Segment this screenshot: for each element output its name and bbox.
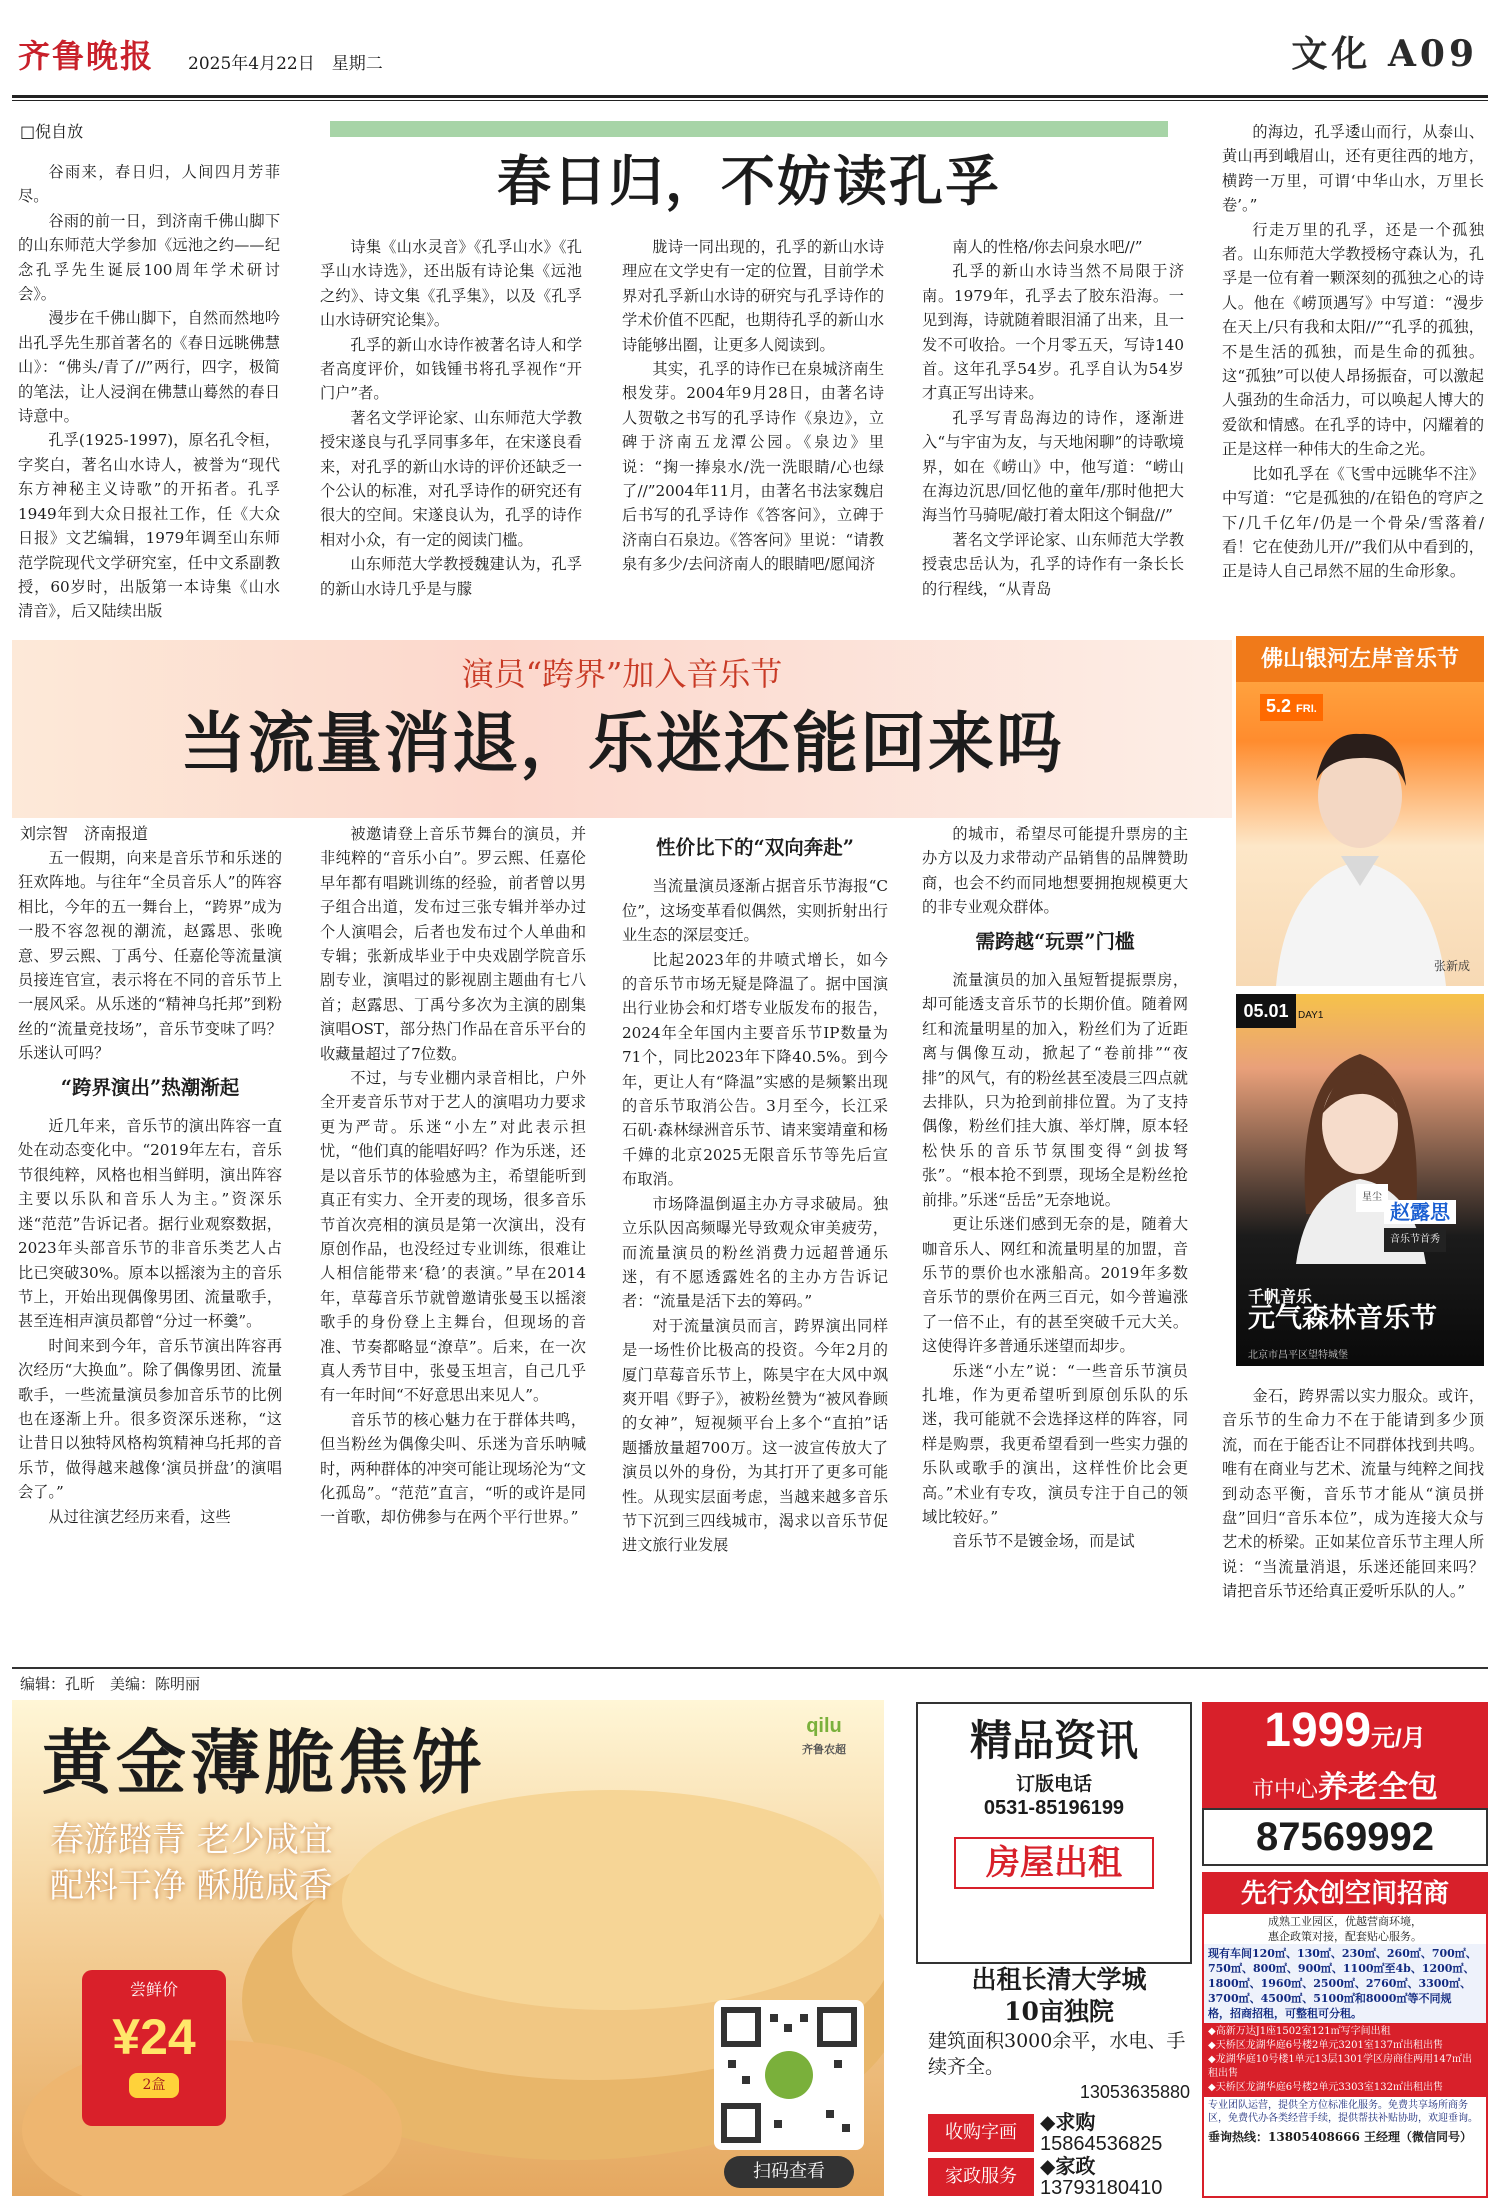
office-spec-row: 1800㎡、1960㎡、2500㎡、2760㎡、3300㎡、 xyxy=(1208,1977,1472,1990)
article2-subtitle: 演员“跨界”加入音乐节 xyxy=(461,655,783,693)
article2-paragraph: 音乐节不是镀金场，而是试 xyxy=(952,1532,1135,1551)
classified-box xyxy=(916,1702,1192,1964)
article1-paragraph: 孔孚的新山水诗作被著名诗人和学者高度评价，如钱锺书将孔孚视作“开门户”者。 xyxy=(320,335,582,403)
article2-paragraph: 音乐节的核心魅力在于群体共鸣，但当粉丝为偶像尖叫、乐迷为音乐呐喊时，两种群体的冲突可能让现场沦为“文化孤岛”。“范范”直言，“听的或许是同一首歌，却仿佛参与在两个平行世界。” xyxy=(320,1410,586,1527)
poster1-title: 佛山银河左岸音乐节 xyxy=(1236,636,1484,682)
article2-paragraph: 从过往演艺经历来看，这些 xyxy=(48,1507,231,1526)
elder-care-ad xyxy=(1202,1702,1488,1808)
title-accent-bar xyxy=(330,121,1168,137)
festival-poster-1 xyxy=(1236,636,1484,986)
article1-paragraph: 行走万里的孔孚，还是一个孤独者。山东师范大学教授杨守森认为，孔孚是一位有着一颗深刻的孤独之心的诗人。他在《崂顶遇写》中写道：“漫步在天上/只有我和太阳//”“孔孚的孤独，不是生活的孤独，而是生命的孤独。这“孤独”可以使人昂扬振奋，可以激起人强劲的生命活力，可以唤起人博大的爱欲和情感。在孔孚的诗中，闪耀着的正是这样一种伟大的生命之光。 xyxy=(1222,220,1484,459)
article2-column-5 xyxy=(1222,1384,1484,1664)
price-value: ¥24 xyxy=(112,2009,196,2066)
section-name: 文化 xyxy=(1291,33,1372,75)
article1-column-5 xyxy=(1222,120,1484,630)
article2-paragraph: 时间来到今年，音乐节演出阵容再次经历“大换血”。除了偶像男团、流量歌手，一些流量演员参加音乐节的比例也在逐渐上升。很多资深乐迷称，“这让昔日以独特风格构筑精神乌托邦的音乐节，做得越来越像‘演员拼盘’的演唱会了。” xyxy=(18,1336,282,1502)
poster2-performer: 赵露思 xyxy=(1384,1200,1456,1224)
article2-paragraph: 更让乐迷们感到无奈的是，随着大咖音乐人、网红和流量明星的加盟，音乐节的票价也水涨船高。2019年多数音乐节的票价在两三百元，如今普遍涨了一倍不止，有的甚至突破千元大关。这使得许多普通乐迷望而却步。 xyxy=(922,1215,1188,1356)
elder-price-unit: 元/月 xyxy=(1371,1725,1426,1752)
article2-column-2 xyxy=(320,822,586,1664)
price-unit: 2盒 xyxy=(129,2073,180,2097)
article2-paragraph: 对于流量演员而言，跨界演出同样是一场性价比极高的投资。今年2月的厦门草莓音乐节上，陈昊宇在大风中飒爽开唱《野子》，被粉丝赞为“被风眷顾的女神”，短视频平台上多个“直拍”话题播放量超700万。这一波宣传放大了演员以外的身份，为其打开了更多可能性。从现实层面考虑，当越来越多音乐节下沉到三四线城市，渴求以音乐节促进文旅行业发展 xyxy=(622,1316,888,1555)
article2-paragraph: 当流量演员逐渐占据音乐节海报“C位”，这场变革看似偶然，实则折射出行业生态的深层变迁。 xyxy=(622,877,888,945)
qr-code-icon xyxy=(714,2000,864,2150)
poster2-role: 音乐节首秀 xyxy=(1384,1228,1446,1252)
elder-price xyxy=(1202,1702,1488,1768)
rent-title-2: 10亩独院 xyxy=(1004,1997,1114,2026)
article2-paragraph: 被邀请登上音乐节舞台的演员，并非纯粹的“音乐小白”。罗云熙、任嘉伦早年都有唱跳训练的经验，前者曾以男子组合出道，发布过三张专辑并举办过个人演唱会，后者也发布过个人单曲和专辑；张新成毕业于中央戏剧学院音乐剧专业，演唱过的影视剧主题曲有七八首；赵露思、丁禹兮多次为主演的剧集演唱OST，部分热门作品在音乐平台的收藏量超过了7位数。 xyxy=(320,825,586,1063)
poster2-venue: 北京市昌平区望特城堡 xyxy=(1248,1350,1348,1361)
poster2-date: 05.01 xyxy=(1236,994,1296,1028)
poster2-dow: DAY1 xyxy=(1298,1010,1324,1021)
article1-paragraph: 著名文学评论家、山东师范大学教授宋遂良与孔孚同事多年，在宋遂良看来，对孔孚的新山水诗的评价还缺乏一个公认的标准，对孔孚诗作的研究还有很大的空间。宋遂良认为，孔孚的诗作相对小众，有一定的阅读门槛。 xyxy=(320,408,582,549)
buy-phone: 15864536825 xyxy=(1040,2133,1163,2155)
office-hotline: 垂询热线：13805408666 王经理（微信同号） xyxy=(1208,2130,1473,2144)
cracker-title: 黄金薄脆焦饼 xyxy=(42,1721,486,1804)
article2-paragraph: 五一假期，向来是音乐节和乐迷的狂欢阵地。与往年“全员音乐人”的阵容相比，今年的五一舞台上，“跨界”成为一股不容忽视的潮流，赵露思、张晚意、罗云熙、丁禹兮、任嘉伦等流量演员接连官宣，表示将在不同的音乐节上一展风采。从乐迷的“精神乌托邦”到粉丝的“流量竞技场”，音乐节变味了吗？乐迷认可吗？ xyxy=(18,849,282,1063)
article2-paragraph: 比起2023年的井喷式增长，如今的音乐节市场无疑是降温了。据中国演出行业协会和灯塔专业版发布的报告，2024年全年国内主要音乐节IP数量为71个，同比2023年下降40.5%。到今年，更让人有“降温”实感的是频繁出现的音乐节取消公告。3月至今，长江采石矶·森林绿洲音乐节、请来窦靖童和杨千嬅的北京2025无限音乐节等先后宣布取消。 xyxy=(622,950,888,1189)
article2-title: 当流量消退，乐迷还能回来吗 xyxy=(180,704,1064,782)
article2-paragraph: 的城市，希望尽可能提升票房的主办方以及力求带动产品销售的品牌赞助商，也会不约而同地想要拥抱规模更大的非专业观众群体。 xyxy=(922,825,1188,917)
article2-paragraph: 流量演员的加入虽短暂提振票房，却可能透支音乐节的长期价值。随着网红和流量明星的加入，粉丝们为了近距离与偶像互动，掀起了“卷前排”“夜排”的风气，有的粉丝甚至凌晨三四点就去排队，只为抢到前排位置。为了支持偶像，粉丝们挂大旗、举灯牌，原本轻松快乐的音乐节氛围变得“剑拔弩张”。“根本抢不到票，现场全是粉丝抢前排。”乐迷“岳岳”无奈地说。 xyxy=(922,971,1188,1209)
article1-paragraph: 谷雨的前一日，到济南千佛山脚下的山东师范大学参加《远池之约——纪念孔孚先生诞辰100周年学术研讨会》。 xyxy=(18,211,280,304)
article1-paragraph: 著名文学评论家、山东师范大学教授袁忠岳认为，孔孚的诗作有一条长长的行程线，“从青岛 xyxy=(922,530,1184,598)
office-listings xyxy=(1204,2023,1486,2097)
office-spec-row: 750㎡、800㎡、900㎡、1100㎡至4b、1200㎡、 xyxy=(1208,1962,1475,1975)
elder-text xyxy=(1202,1768,1488,1811)
article1-paragraph: 南人的性格/你去问泉水吧//” xyxy=(952,238,1143,256)
rent-header: 房屋出租 xyxy=(954,1837,1154,1889)
cracker-ad xyxy=(12,1700,884,2196)
article2-column-1 xyxy=(18,846,282,1664)
article1-paragraph: 孔孚(1925-1997)，原名孔令桓，字奖白，著名山水诗人，被誉为“现代东方神秘主义诗歌”的开拓者。孔孚1949年到大众日报社工作，任《大众日报》文艺编辑，1979年调至山东师范学院现代文学研究室，任中文系副教授，60岁时，出版第一本诗集《山水清音》，后又陆续出版 xyxy=(18,431,280,621)
elder-text-2: 养老全包 xyxy=(1318,1770,1438,1805)
article2-paragraph: 近几年来，音乐节的演出阵容一直处在动态变化中。“2019年左右，音乐节很纯粹，风格也相当鲜明，演出阵容主要以乐队和音乐人为主。”资深乐迷“范范”告诉记者。据行业观察数据，2023年头部音乐节的非音乐类艺人占比已突破30%。原本以摇滚为主的音乐节上，开始出现偶像男团、流量歌手，甚至连相声演员都曾“分过一杯羹”。 xyxy=(18,1117,282,1331)
article2-paragraph: 金石，跨界需以实力服众。或许，音乐节的生命力不在于能请到多少顶流，而在于能否让不同群体找到共鸣。唯有在商业与艺术、流量与纯粹之间找到动态平衡，音乐节才能从“演员拼盘”回归“音乐本位”，成为连接大众与艺术的桥梁。正如某位音乐节主理人所说：“当流量消退，乐迷还能回来吗？请把音乐节还给真正爱听乐队的人。” xyxy=(1222,1387,1484,1601)
rent-title-1: 出租长清大学城 xyxy=(971,1965,1147,1994)
office-spec-row: 格，招商招租，可整租可分租。 xyxy=(1208,2007,1362,2020)
article1-title: 春日归，不妨读孔孚 xyxy=(497,149,1001,213)
article1-byline: □倪自放 xyxy=(20,122,84,141)
subhead-value: 性价比下的“双向奔赴” xyxy=(656,836,854,859)
poster2-title: 元气森林音乐节 xyxy=(1248,1303,1437,1333)
article1-paragraph: 孔孚的新山水诗当然不局限于济南。1979年，孔孚去了胶东沿海。一见到海，诗就随着眼泪涌了出来，且一发不可收拾。一个月零五天，写诗140首。这年孔孚54岁。孔孚自认为54岁才真正写出诗来。 xyxy=(922,262,1184,403)
news-phone: 0531-85196199 xyxy=(983,1797,1125,1820)
office-title: 先行众创空间招商 xyxy=(1204,1874,1486,1914)
brand-name-cn: 齐鲁农超 xyxy=(802,1744,846,1757)
house-listing xyxy=(928,2154,1190,2198)
scan-button[interactable]: 扫码查看 xyxy=(724,2156,854,2188)
office-sub-1: 成熟工业园区，优越营商环境， xyxy=(1268,1915,1422,1928)
article1-paragraph: 其实，孔孚的诗作已在泉城济南生根发芽。2004年9月28日，由著名诗人贺敬之书写的孔孚诗作《泉边》，立碑于济南五龙潭公园。《泉边》里说：“掬一捧泉水/洗一洗眼睛/心也绿了//”2004年11月，由著名书法家魏启后书写的孔孚诗作《答客问》，立碑于济南白石泉边。《答客问》里说：“请教泉有多少/去问济南人的眼睛吧/愿闻济 xyxy=(622,360,884,574)
buy-title: ◆求购 xyxy=(1040,2110,1096,2134)
article1-paragraph: 漫步在千佛山脚下，自然而然地吟出孔孚先生那首著名的《春日远眺佛慧山》：“佛头/青了//”两行，四字，极简的笔法，让人浸润在佛慧山蓦然的春日诗意中。 xyxy=(18,309,280,426)
date-text: 2025年4月22日 xyxy=(188,54,315,74)
house-title: ◆家政 xyxy=(1040,2154,1096,2178)
office-spec-row: 现有车间120㎡、130㎡、230㎡、260㎡、700㎡、 xyxy=(1208,1947,1477,1960)
brand-logo xyxy=(802,1714,846,1763)
article1-paragraph: 胧诗一同出现的，孔孚的新山水诗理应在文学史有一定的位置，目前学术界对孔孚新山水诗的研究与孔孚诗作的学术价值不匹配，也期待孔孚的新山水诗能够出圈，让更多人阅读到。 xyxy=(622,238,884,354)
rent-phone: 13053635880 xyxy=(1079,2082,1190,2102)
office-listing-1: ◆高新万达J1座1502室121㎡写字间出租 xyxy=(1208,2026,1391,2037)
office-ad xyxy=(1202,1872,1488,2198)
section-label xyxy=(1291,33,1478,75)
office-spec-row: 3700㎡、4500㎡、5100㎡和8000㎡等不同规 xyxy=(1208,1992,1452,2005)
article1-column-2 xyxy=(320,235,582,630)
article1-column-3 xyxy=(622,235,884,630)
office-listing-2: ◆天桥区龙湖华庭6号楼2单元3201室137㎡出租出售 xyxy=(1208,2040,1443,2051)
price-tag-label: 尝鲜价 xyxy=(129,1980,178,1999)
house-tag: 家政服务 xyxy=(928,2158,1034,2196)
header-rule-thin xyxy=(12,100,1488,101)
article1-paragraph: 谷雨来，春日归，人间四月芳菲尽。 xyxy=(18,163,280,206)
article2-paragraph: 乐迷“小左”说：“一些音乐节演员扎堆，作为更希望听到原创乐队的乐迷，我可能就不会选择这样的阵容，同样是购票，我更希望看到一些实力强的乐队或歌手的演出，这样性价比会更高。”术业有专攻，演员专注于自己的领域比较好。” xyxy=(922,1361,1188,1526)
rent-listing xyxy=(928,1964,1190,2104)
article1-paragraph: 山东师范大学教授魏建认为，孔孚的新山水诗几乎是与朦 xyxy=(320,555,582,598)
poster2-brand: 千帆音乐 xyxy=(1248,1289,1313,1306)
festival-poster-2 xyxy=(1236,994,1484,1366)
qr-code[interactable] xyxy=(714,2000,864,2150)
news-title: 精品资讯 xyxy=(969,1716,1138,1765)
article2-column-3 xyxy=(622,822,888,1664)
elder-text-1: 市中心 xyxy=(1251,1778,1318,1803)
article1-paragraph: 孔孚写青岛海边的诗作，逐渐进入“与宇宙为友，与天地闲聊”的诗歌境界，如在《崂山》中，他写道：“崂山在海边沉思/回忆他的童年/那时他把大海当竹马骑呢/敲打着太阳这个铜盘//” xyxy=(922,408,1184,525)
office-listing-4: ◆天桥区龙湖华庭6号楼2单元3303室132㎡出租出售 xyxy=(1208,2082,1443,2093)
article2-byline: 刘宗智 济南报道 xyxy=(20,824,149,843)
news-label: 订版电话 xyxy=(1015,1773,1092,1795)
poster1-dow: FRI. xyxy=(1296,703,1317,715)
brand-name: qilu xyxy=(806,1715,842,1737)
subhead-crossover: “跨界演出”热潮渐起 xyxy=(60,1075,240,1099)
cracker-slogan-1: 春游踏青 老少咸宜 xyxy=(50,1820,333,1860)
editors-credit: 编辑：孔昕 美编：陈明丽 xyxy=(20,1675,201,1693)
elder-price-value: 1999 xyxy=(1264,1704,1372,1757)
buy-tag: 收购字画 xyxy=(928,2114,1034,2152)
article1-column-1 xyxy=(18,160,280,630)
office-listing-3: ◆龙湖华庭10号楼1单元13层1301学区房商住两用147㎡出租出售 xyxy=(1208,2054,1473,2079)
office-specs xyxy=(1204,1944,1486,2023)
house-phone: 13793180410 xyxy=(1040,2177,1163,2199)
cracker-slogan-2: 配料干净 酥脆咸香 xyxy=(50,1866,333,1906)
poster2-badge: 星尘 xyxy=(1356,1184,1388,1212)
article2-column-4 xyxy=(922,822,1188,1664)
elder-phone: 87569992 xyxy=(1202,1808,1488,1866)
newspaper-logo: 齐鲁晚报 xyxy=(18,37,155,75)
page-number: A09 xyxy=(1387,33,1478,75)
price-tag xyxy=(82,1970,226,2126)
article2-paragraph: 不过，与专业棚内录音相比，户外全开麦音乐节对于艺人的演唱功力要求更为严苛。乐迷“小左”对此表示担忧，“他们真的能唱好吗？作为乐迷，还是以音乐节的体验感为主，希望能听到真正有实力、全开麦的现场，很多音乐节首次亮相的演员是第一次演出，没有原创作品，也没经过专业训练，很难让人相信能带来‘稳’的表演。”早在2014年，草莓音乐节就曾邀请张曼玉以摇滚歌手的身份登上主舞台，但现场的音准、节奏都略显“潦草”。后来，在一次真人秀节目中，张曼玉坦言，自己几乎有一年时间“不好意思出来见人”。 xyxy=(320,1069,586,1405)
buy-listing xyxy=(928,2110,1190,2155)
poster1-name: 张新成 xyxy=(1433,958,1470,973)
poster1-date-value: 5.2 xyxy=(1266,696,1292,716)
article1-paragraph: 比如孔孚在《飞雪中远眺华不注》中写道：“它是孤独的/在铅色的穹庐之下/几千亿年/仍是一个骨朵/雪落着/看！它在使劲儿开//”我们从中看到的，正是诗人自己昂然不屈的生命形象。 xyxy=(1222,464,1484,581)
article1-paragraph: 诗集《山水灵音》《孔孚山水》《孔孚山水诗选》，还出版有诗论集《远池之约》、诗文集《孔孚集》，以及《孔孚山水诗研究论集》。 xyxy=(320,238,582,330)
rent-body: 建筑面积3000余平，水电、手续齐全。 xyxy=(928,2030,1186,2078)
article1-paragraph: 的海边，孔孚逶山而行，从泰山、黄山再到峨眉山，还有更往西的地方，横跨一万里，可谓‘中华山水，万里长卷’。” xyxy=(1222,123,1484,215)
footer-rule xyxy=(12,1667,1488,1669)
performer-portrait-1 xyxy=(1236,686,1484,986)
office-sub-2: 惠企政策对接，配套贴心服务。 xyxy=(1268,1930,1422,1943)
office-note: 专业团队运营，提供全方位标准化服务。免费共享场所商务区，免费代办各类经营手续，提供帮扶补贴协助，欢迎垂询。 xyxy=(1208,2100,1478,2124)
issue-date xyxy=(188,52,383,76)
performer-portrait-2 xyxy=(1236,1014,1484,1264)
weekday-text: 星期二 xyxy=(331,54,383,74)
subhead-threshold: 需跨越“玩票”门槛 xyxy=(975,929,1135,953)
article1-column-4 xyxy=(922,235,1184,630)
header-rule xyxy=(12,95,1488,98)
article2-paragraph: 市场降温倒逼主办方寻求破局。独立乐队因高频曝光导致观众审美疲劳，而流量演员的粉丝消费力远超普通乐迷，有不愿透露姓名的主办方告诉记者：“流量是活下去的筹码。” xyxy=(622,1194,888,1311)
